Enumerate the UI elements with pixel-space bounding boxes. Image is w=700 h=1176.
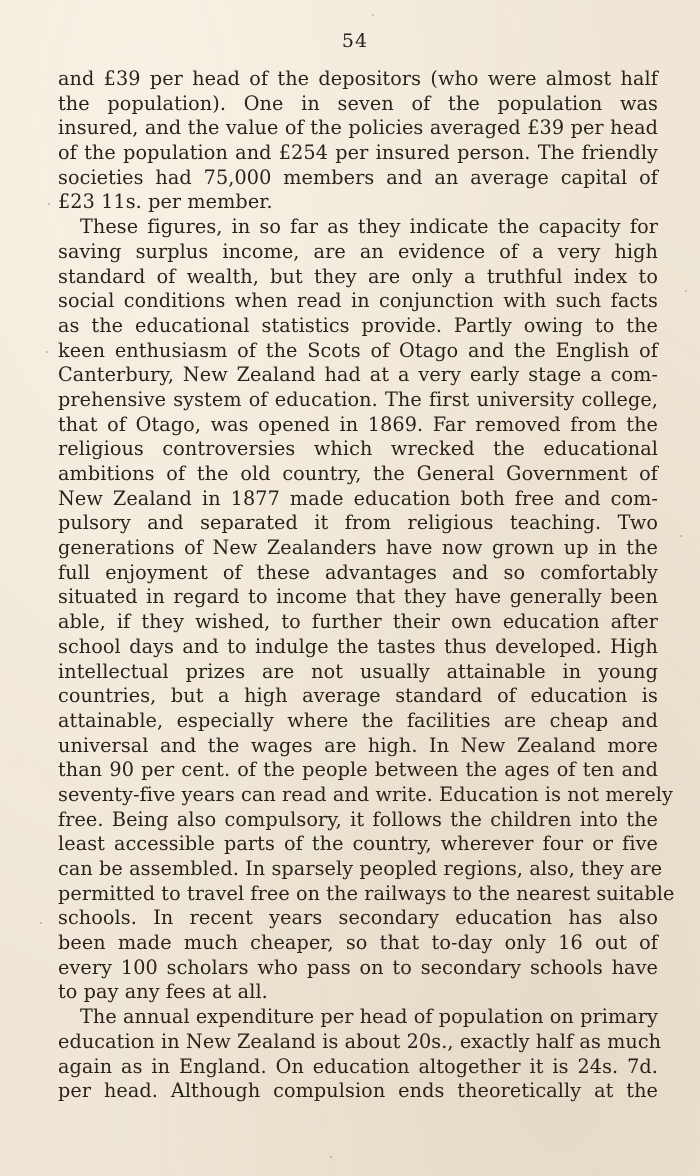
text-line: societies had 75,000 members and an average capital of	[58, 165, 658, 189]
text-line: £23 11s. per member.	[58, 190, 273, 214]
paper-speck	[685, 290, 687, 292]
text-line: attainable, especially where the facilities are cheap and	[58, 708, 658, 732]
text-line: These figures, in so far as they indicate the capacity for	[80, 215, 658, 239]
text-line: schools. In recent years secondary education has also	[58, 906, 658, 930]
text-line: per head. Although compulsion ends theoretically at the	[58, 1079, 658, 1103]
paragraph-1	[58, 67, 658, 215]
text-line: ambitions of the old country, the General Government of	[58, 462, 658, 485]
text-line: situated in regard to income that they have generally been	[58, 585, 658, 609]
text-line: universal and the wages are high. In New Zealand more	[58, 733, 658, 757]
text-line: countries, but a high average standard of education is	[58, 684, 658, 708]
text-line: been made much cheaper, so that to-day only 16 out of	[58, 931, 658, 955]
text-line: intellectual prizes are not usually attainable in young	[58, 659, 658, 683]
paper-speck	[40, 922, 42, 924]
paper-speck	[48, 203, 50, 205]
page-number: 54	[341, 30, 369, 52]
paragraph-3	[58, 1005, 662, 1104]
text-line: to pay any fees at all.	[58, 980, 268, 1004]
paper-speck	[680, 535, 682, 537]
text-line: prehensive system of education. The first university college,	[58, 387, 658, 411]
text-line: pulsory and separated it from religious teaching. Two	[58, 511, 658, 535]
text-line: religious controversies which wrecked the educational	[58, 437, 658, 461]
text-line: full enjoyment of these advantages and so comfortably	[58, 560, 658, 584]
text-line: able, if they wished, to further their own education after	[58, 610, 658, 634]
text-line: seventy-five years can read and write. Education is not merely	[58, 782, 673, 806]
text-line: social conditions when read in conjunction with such facts	[58, 289, 658, 313]
text-line: saving surplus income, are an evidence of a very high	[58, 239, 658, 263]
text-line: that of Otago, was opened in 1869. Far removed from the	[58, 412, 658, 436]
text-line: can be assembled. In sparsely peopled regions, also, they are	[58, 857, 663, 880]
text-line: of the population and £254 per insured person. The friendly	[58, 141, 658, 165]
text-line: permitted to travel free on the railways to the nearest suitable	[58, 881, 675, 905]
text-line: standard of wealth, but they are only a truthful index to	[58, 264, 658, 288]
text-line: education in New Zealand is about 20s., exactly half as much	[58, 1029, 662, 1053]
text-line: than 90 per cent. of the people between the ages of ten and	[58, 758, 658, 782]
text-line: The annual expenditure per head of population on primary	[80, 1005, 659, 1029]
text-line: New Zealand in 1877 made education both free and com-	[58, 486, 658, 510]
text-line: every 100 scholars who pass on to secondary schools have	[58, 955, 658, 979]
text-line: generations of New Zealanders have now grown up in the	[58, 536, 658, 560]
text-line: the population). One in seven of the population was	[58, 91, 658, 115]
paper-speck	[46, 351, 48, 353]
body-text	[58, 67, 675, 1104]
text-line: free. Being also compulsory, it follows the children into the	[58, 807, 658, 831]
text-line: again as in England. On education altogether it is 24s. 7d.	[58, 1054, 658, 1078]
text-line: and £39 per head of the depositors (who were almost half	[58, 67, 658, 90]
text-line: least accessible parts of the country, wherever four or five	[58, 832, 658, 856]
paragraph-2	[58, 215, 675, 1005]
text-line: Canterbury, New Zealand had at a very early stage a com-	[58, 363, 658, 387]
text-line: insured, and the value of the policies averaged £39 per head	[58, 116, 658, 140]
text-line: keen enthusiasm of the Scots of Otago and the English of	[58, 338, 658, 362]
paper-speck	[372, 14, 374, 16]
text-line: as the educational statistics provide. Partly owing to the	[58, 313, 658, 337]
text-line: school days and to indulge the tastes thus developed. High	[58, 634, 658, 658]
paper-speck	[330, 1156, 332, 1158]
